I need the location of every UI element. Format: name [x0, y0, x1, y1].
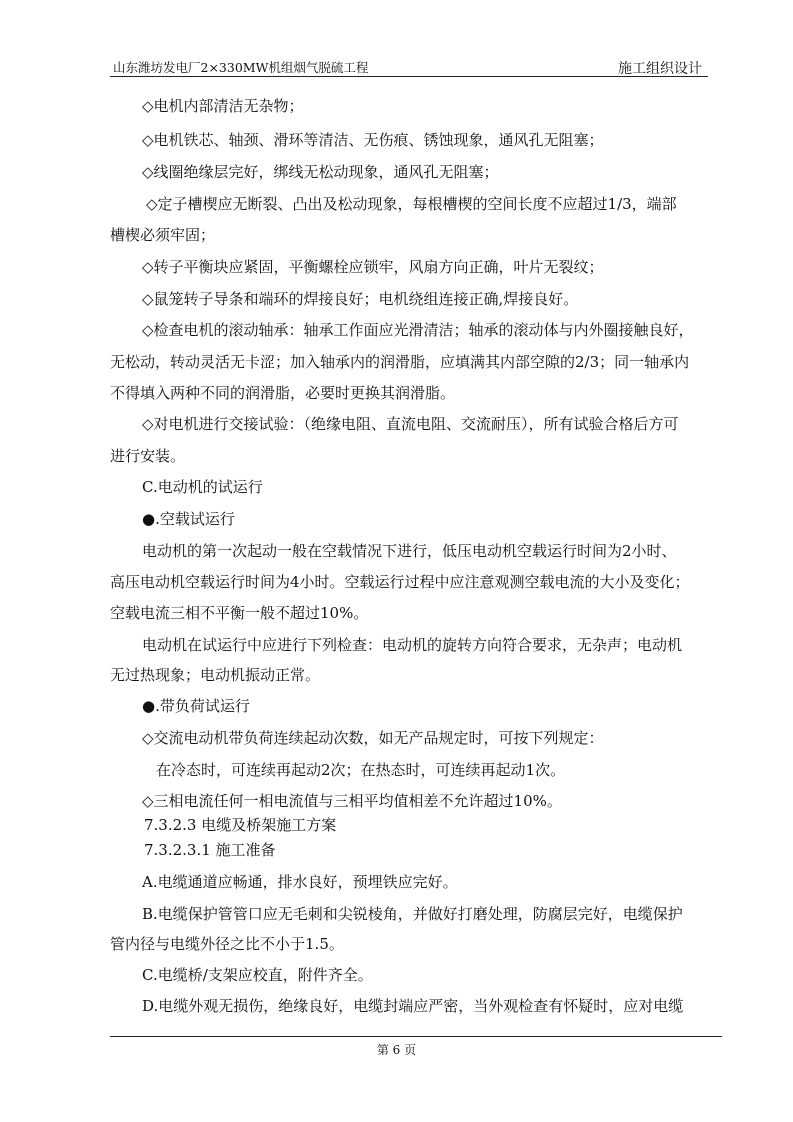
text-line: D.电缆外观无损伤，绝缘良好，电缆封端应严密，当外观检查有怀疑时，应对电缆: [142, 997, 684, 1015]
text-line: ◇三相电流任何一相电流值与三相平均值相差不允许超过10%。: [142, 792, 562, 810]
text-line: ◇定子槽楔应无断裂、凸出及松动现象，每根槽楔的空间长度不应超过1/3，端部: [146, 195, 677, 213]
text-line: A.电缆通道应畅通，排水良好，预埋铁应完好。: [142, 873, 458, 891]
header-project-title: 山东潍坊发电厂2×330MW机组烟气脱硫工程: [113, 60, 369, 75]
text-line: ◇转子平衡块应紧固，平衡螺栓应锁牢，风扇方向正确，叶片无裂纹；: [142, 258, 604, 276]
text-line: 在冷态时，可连续再起动2次；在热态时，可连续再起动1次。: [156, 761, 566, 779]
page-header: [110, 58, 708, 77]
subsection-heading: ●.带负荷试运行: [142, 697, 250, 715]
section-number-heading: 7.3.2.3.1 施工准备: [144, 841, 276, 859]
footer-divider: [110, 1036, 722, 1037]
text-line: ◇线圈绝缘层完好，绑线无松动现象，通风孔无阻塞；: [142, 163, 499, 181]
text-line: 无过热现象；电动机振动正常。: [110, 666, 321, 684]
section-heading: C.电动机的试运行: [142, 478, 263, 496]
text-line: ◇交流电动机带负荷连续起动次数，如无产品规定时，可按下列规定：: [142, 729, 604, 747]
text-line: B.电缆保护管管口应无毛刺和尖锐棱角，并做好打磨处理，防腐层完好，电缆保护: [142, 905, 683, 923]
text-line: 高压电动机空载运行时间为4小时。空载运行过程中应注意观测空载电流的大小及变化；: [110, 573, 690, 591]
text-line: ◇电机内部清洁无杂物；: [142, 97, 304, 115]
section-number-heading: 7.3.2.3 电缆及桥架施工方案: [144, 816, 337, 834]
text-line: 进行安装。: [110, 447, 186, 465]
text-line: 空载电流三相不平衡一般不超过10%。: [110, 604, 369, 622]
text-line: ◇对电机进行交接试验：（绝缘电阻、直流电阻、交流耐压），所有试验合格后方可: [142, 415, 679, 433]
text-line: 不得填入两种不同的润滑脂，必要时更换其润滑脂。: [110, 384, 456, 402]
text-line: 管内径与电缆外径之比不小于1.5。: [110, 935, 344, 953]
text-line: 电动机的第一次起动一般在空载情况下进行，低压电动机空载运行时间为2小时、: [142, 542, 677, 560]
header-document-type: 施工组织设计: [618, 61, 702, 77]
text-line: 无松动，转动灵活无卡涩；加入轴承内的润滑脂，应填满其内部空隙的2/3；同一轴承内: [110, 353, 690, 371]
text-line: ◇鼠笼转子导条和端环的焊接良好；电机绕组连接正确,焊接良好。: [142, 290, 579, 308]
text-line: C.电缆桥/支架应校直，附件齐全。: [142, 966, 373, 984]
text-line: 槽楔必须牢固；: [110, 226, 216, 244]
text-line: ◇电机铁芯、轴颈、滑环等清洁、无伤痕、锈蚀现象，通风孔无阻塞；: [142, 131, 604, 149]
page-number: 第 6 页: [376, 1043, 417, 1057]
subsection-heading: ●.空载试运行: [142, 510, 235, 528]
text-line: 电动机在试运行中应进行下列检查：电动机的旋转方向符合要求，无杂声；电动机: [142, 636, 683, 654]
text-line: ◇检查电机的滚动轴承：轴承工作面应光滑清洁；轴承的滚动体与内外圈接触良好，: [142, 321, 694, 339]
